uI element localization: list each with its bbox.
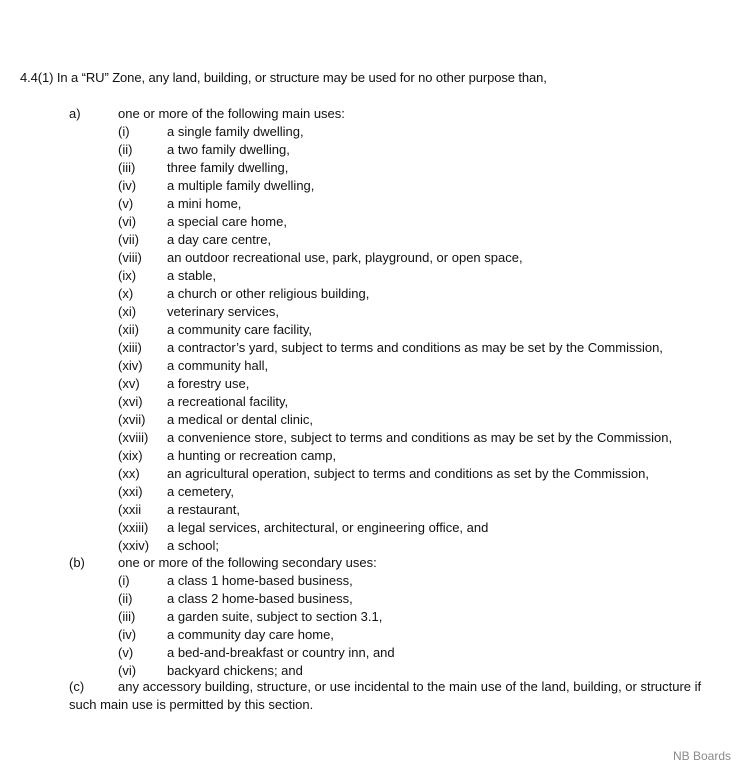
item-text: an outdoor recreational use, park, playground, or open space,: [167, 250, 523, 265]
item-number: (xxi): [118, 484, 143, 499]
item-number: (xix): [118, 448, 143, 463]
list-item: [118, 124, 718, 142]
item-number: (v): [118, 645, 134, 660]
item-number: (xiii): [118, 340, 142, 355]
item-text: a restaurant,: [167, 502, 240, 517]
list-item: [118, 178, 718, 196]
section-a-label: a): [69, 106, 81, 121]
list-item: [118, 304, 718, 322]
item-text: a two family dwelling,: [167, 142, 290, 157]
item-number: (xxiv): [118, 538, 150, 553]
item-number: (ix): [118, 268, 137, 283]
item-text: a school;: [167, 538, 220, 553]
list-item: [118, 538, 718, 556]
item-text: a class 1 home-based business,: [167, 573, 353, 588]
item-number: (xii): [118, 322, 139, 337]
item-text: a convenience store, subject to terms and conditions as may be set by the Commission,: [167, 430, 673, 445]
item-number: (xi): [118, 304, 137, 319]
item-text: a church or other religious building,: [167, 286, 370, 301]
list-item: [118, 268, 718, 286]
item-text: a community care facility,: [167, 322, 312, 337]
section-b-intro: one or more of the following secondary uses:: [118, 555, 377, 570]
section-c-label: (c): [69, 679, 85, 694]
item-number: (xiv): [118, 358, 143, 373]
section-a-intro: one or more of the following main uses:: [118, 106, 345, 121]
item-text: a mini home,: [167, 196, 242, 211]
list-item: [118, 250, 718, 268]
list-item: [118, 520, 718, 538]
item-number: (xx): [118, 466, 140, 481]
item-text: a multiple family dwelling,: [167, 178, 315, 193]
list-item: [118, 358, 718, 376]
section-c-paragraph: [69, 678, 721, 714]
item-text: veterinary services,: [167, 304, 279, 319]
item-number: (xvi): [118, 394, 143, 409]
item-text: a class 2 home-based business,: [167, 591, 353, 606]
section-c-line1: any accessory building, structure, or use incidental to the main use of the land, building, or structure if: [118, 679, 702, 694]
list-item: [118, 394, 718, 412]
list-item: [118, 412, 718, 430]
list-item: [118, 340, 718, 358]
item-number: (viii): [118, 250, 142, 265]
item-number: (x): [118, 286, 134, 301]
item-text: a community day care home,: [167, 627, 334, 642]
item-number: (xxii: [118, 502, 142, 517]
item-number: (xv): [118, 376, 140, 391]
list-item: [118, 448, 718, 466]
item-text: a recreational facility,: [167, 394, 289, 409]
item-text: three family dwelling,: [167, 160, 289, 175]
item-text: a hunting or recreation camp,: [167, 448, 337, 463]
list-item: [118, 609, 718, 627]
item-text: a special care home,: [167, 214, 287, 229]
item-text: a contractor’s yard, subject to terms and conditions as may be set by the Commission,: [167, 340, 663, 355]
list-item: [118, 142, 718, 160]
item-number: (iii): [118, 609, 136, 624]
list-item: [118, 627, 718, 645]
item-text: a garden suite, subject to section 3.1,: [167, 609, 383, 624]
item-number: (xxiii): [118, 520, 149, 535]
list-item: [118, 502, 718, 520]
item-number: (iv): [118, 627, 137, 642]
list-item: [118, 286, 718, 304]
section-heading: 4.4(1) In a “RU” Zone, any land, building, or structure may be used for no other purpose than,: [20, 70, 547, 85]
item-text: a forestry use,: [167, 376, 250, 391]
list-item: [118, 484, 718, 502]
item-number: (vi): [118, 214, 137, 229]
item-number: (ii): [118, 142, 133, 157]
item-number: (xvii): [118, 412, 146, 427]
list-item: [118, 376, 718, 394]
item-text: a cemetery,: [167, 484, 234, 499]
item-text: a medical or dental clinic,: [167, 412, 313, 427]
item-number: (i): [118, 124, 130, 139]
list-item: [118, 322, 718, 340]
list-item: [118, 591, 718, 609]
section-b-label: (b): [69, 555, 85, 570]
watermark: NB Boards: [672, 749, 731, 763]
item-number: (xviii): [118, 430, 149, 445]
item-text: an agricultural operation, subject to terms and conditions as set by the Commission,: [167, 466, 649, 481]
item-text: a single family dwelling,: [167, 124, 304, 139]
item-text: backyard chickens; and: [167, 663, 303, 678]
item-number: (v): [118, 196, 134, 211]
section-c-line2: such main use is permitted by this section.: [69, 697, 314, 712]
list-item: [118, 232, 718, 250]
list-item: [118, 430, 718, 448]
list-item: [118, 196, 718, 214]
item-number: (iii): [118, 160, 136, 175]
item-number: (vi): [118, 663, 137, 678]
item-number: (i): [118, 573, 130, 588]
item-text: a bed-and-breakfast or country inn, and: [167, 645, 395, 660]
list-item: [118, 645, 718, 663]
list-item: [118, 160, 718, 178]
item-text: a legal services, architectural, or engineering office, and: [167, 520, 489, 535]
item-text: a stable,: [167, 268, 217, 283]
item-number: (vii): [118, 232, 139, 247]
list-item: [118, 573, 718, 591]
item-number: (iv): [118, 178, 137, 193]
list-item: [118, 466, 718, 484]
item-text: a day care centre,: [167, 232, 272, 247]
item-number: (ii): [118, 591, 133, 606]
item-text: a community hall,: [167, 358, 269, 373]
list-item: [118, 214, 718, 232]
